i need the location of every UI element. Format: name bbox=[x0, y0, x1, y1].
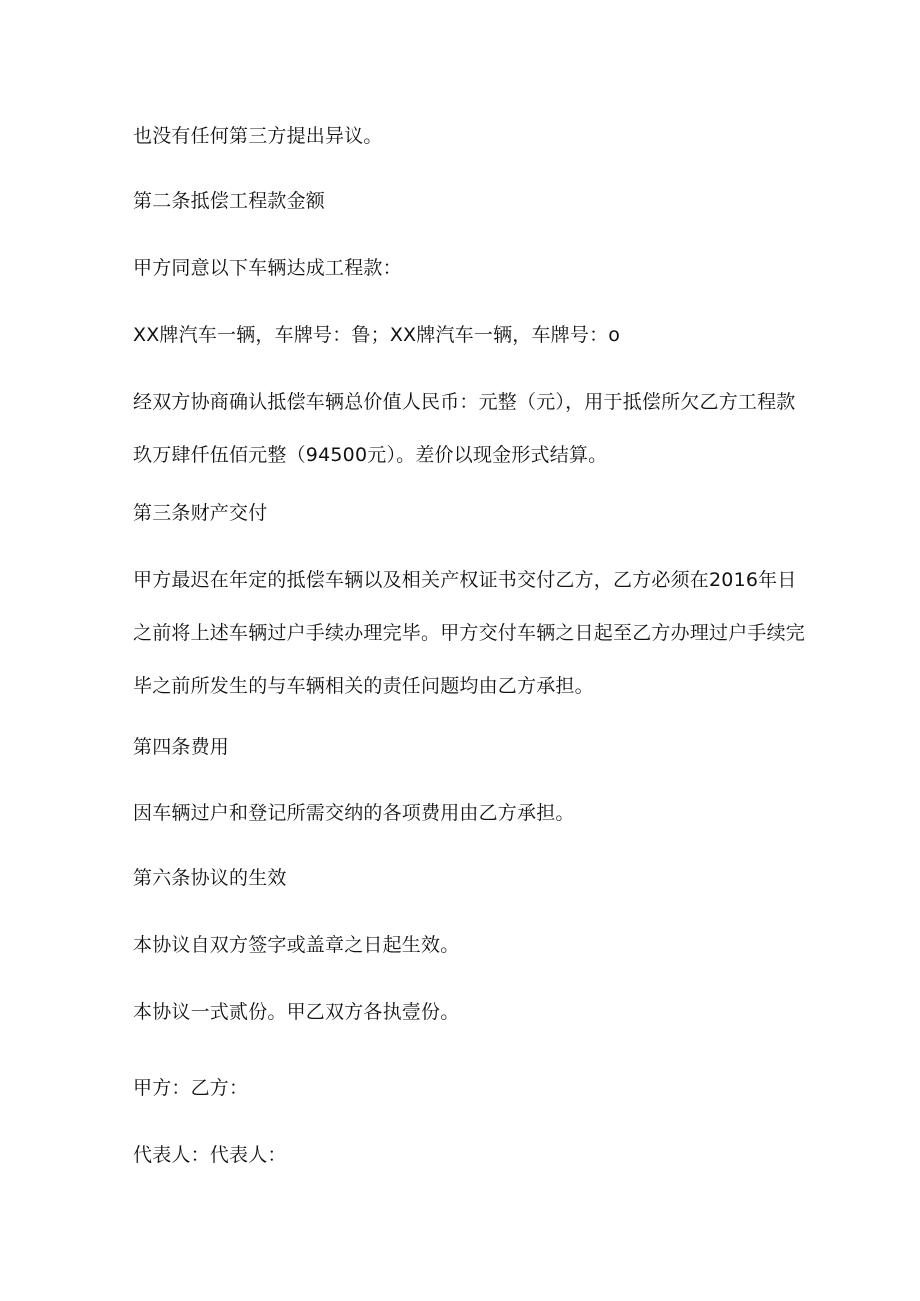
heading-article-4: 第四条费用 bbox=[133, 736, 230, 758]
heading-article-3: 第三条财产交付 bbox=[133, 502, 268, 524]
signature-parties: 甲方：乙方： bbox=[133, 1077, 249, 1099]
text-line-fees: 因车辆过户和登记所需交纳的各项费用由乙方承担。 bbox=[133, 802, 575, 824]
text-line-vehicles-list: XX牌汽车一辆，车牌号：鲁；XX牌汽车一辆，车牌号：o bbox=[133, 324, 621, 346]
paragraph-delivery: 甲方最迟在年定的抵偿车辆以及相关产权证书交付乙方，乙方必须在2016年日之前将上述车辆过户手续办理完毕。甲方交付车辆之日起至乙方办理过户手续完毕之前所发生的与车辆相关的责任问题均由乙方承担。 bbox=[133, 569, 806, 697]
heading-article-2: 第二条抵偿工程款金额 bbox=[133, 190, 326, 212]
text-line-effective: 本协议自双方签字或盖章之日起生效。 bbox=[133, 934, 460, 956]
signature-representatives: 代表人：代表人： bbox=[133, 1144, 287, 1166]
text-line-vehicles-intro: 甲方同意以下车辆达成工程款： bbox=[133, 257, 402, 279]
text-line-copies: 本协议一式贰份。甲乙双方各执壹份。 bbox=[133, 1001, 460, 1023]
text-line-objection: 也没有任何第三方提出异议。 bbox=[133, 125, 383, 147]
paragraph-amount: 经双方协商确认抵偿车辆总价值人民币：元整（元），用于抵偿所欠乙方工程款玖万肆仟伍佰元整（94500元）。差价以现金形式结算。 bbox=[133, 391, 796, 466]
heading-article-6: 第六条协议的生效 bbox=[133, 867, 287, 889]
